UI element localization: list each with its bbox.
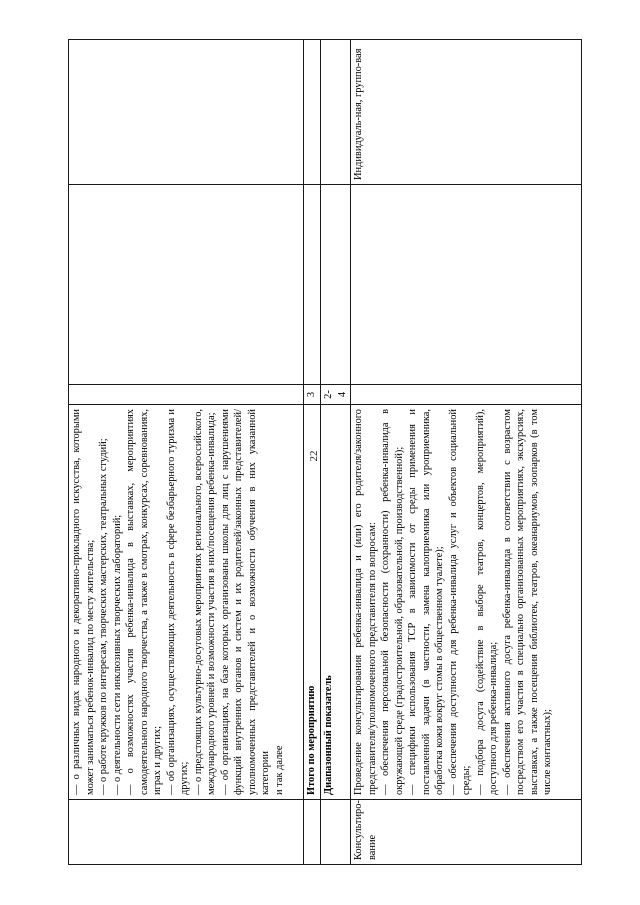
consultation-intro: Проведение консультирования ребенка-инвалида и (или) его родителя/законного представителя/уполномоченного представителя по вопросам:	[353, 409, 378, 795]
form-cell-empty	[69, 40, 304, 185]
name-cell-empty	[69, 800, 304, 865]
content-cell	[69, 405, 304, 800]
list-item: и так далее	[273, 745, 285, 795]
rotated-table-sheet	[68, 40, 568, 865]
form-cell-empty	[321, 40, 351, 185]
list-item: — о различных видах народного и декоративно-прикладного искусства, которыми может заниматься ребенок-инвалид по месту жительства;	[71, 409, 96, 795]
service-form: Индивидуаль-ная, группо-вая	[351, 40, 582, 185]
list-item: — о работе кружков по интересам, творческих мастерских, театральных студий;	[98, 438, 110, 795]
consultation-content	[351, 405, 582, 800]
total-value: 3	[304, 385, 321, 405]
list-item: — о предстоящих культурно-досуговых мероприятиях регионального, всероссийского, международного уровней и возможности участия в них/посещения ребенка-инвалида;	[192, 409, 218, 795]
service-name: Консультиро-вание	[351, 800, 582, 865]
list-item: — обеспечения доступности для ребенка-инвалида услуг и объектов социальной среды;	[447, 409, 473, 795]
page-number: 22	[308, 450, 320, 462]
table-row-consultation	[351, 40, 582, 865]
list-item: — специфики использования ТСР в зависимости от среды применения и поставленной задачи (в частности, замена калоприемника или уроприемника, обработка кожи вокруг стомы в общественном туалете);	[407, 409, 446, 795]
list-item: — об организациях, осуществляющих деятельность в сфере безбарьерного туризма и других;	[165, 409, 191, 795]
num-cell-empty	[351, 385, 582, 405]
list-item: — подбора досуга (содействие в выборе театров, концертов, мероприятий), доступного для ребенка-инвалида;	[474, 409, 500, 795]
table-row	[69, 40, 304, 865]
table-row-total	[304, 40, 321, 865]
services-table	[68, 39, 582, 865]
name-cell-empty	[304, 800, 321, 865]
list-item: — обеспечения персональной безопасности (сохранности) ребенка-инвалида в окружающей среде (градостроительной, образовательной, производственной);	[380, 409, 405, 795]
form-cell-empty	[304, 40, 321, 185]
list-item: — об организациях, на базе которых организованы школы для лиц с нарушениями функций внутренних органов и систем и их родителей/законных представителей/уполномоченных представителей и о возможности обучения в них указанной категории	[219, 409, 272, 795]
total-label: Итого по мероприятию	[304, 405, 321, 800]
range-label: Диапазонный показатель	[321, 405, 351, 800]
range-value: 2-4	[321, 385, 351, 405]
mid-cell-empty	[69, 185, 304, 385]
name-cell-empty	[321, 800, 351, 865]
mid-cell-empty	[351, 185, 582, 385]
mid-cell-empty	[321, 185, 351, 385]
num-cell-empty	[69, 385, 304, 405]
table-row-range	[321, 40, 351, 865]
mid-cell-empty	[304, 185, 321, 385]
list-item: — о возможностях участия ребенка-инвалида в выставках, мероприятиях самодеятельного народного творчества, а также в смотрах, конкурсах, соревнованиях, играх и других;	[125, 409, 164, 795]
list-item: — обеспечения активного досуга ребенка-инвалида в соответствии с возрастом посредством его участия в специально организованных мероприятиях, экскурсиях, выставках, а также посещения библиотек, театров, океанариумов, зоопарков (в том числе контактных);	[501, 409, 554, 795]
list-item: — о деятельности сети инклюзивных творческих лабораторий;	[111, 514, 123, 795]
